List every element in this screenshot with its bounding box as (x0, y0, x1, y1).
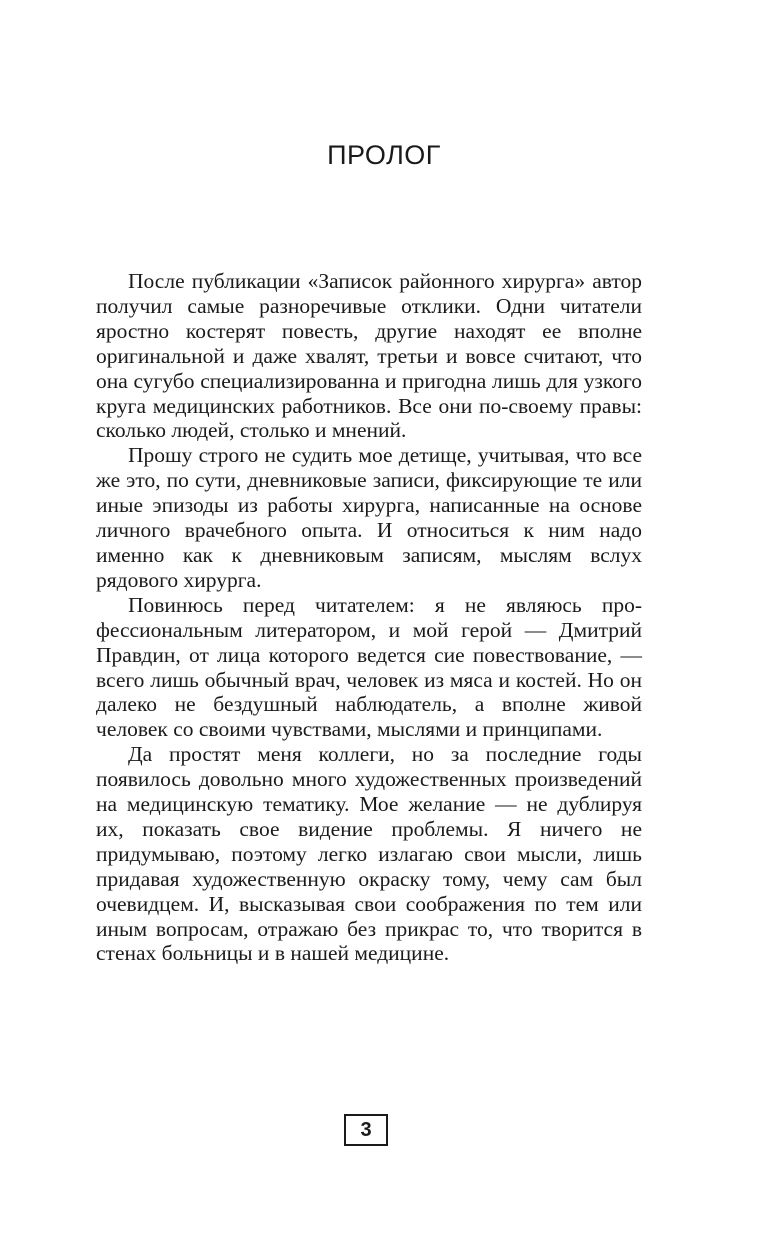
paragraph: Повинюсь перед читателем: я не являюсь профессиональным литератором, и мой герой — Дмитрий Правдин, от лица которого ведется сие повествование, — всего лишь обычный врач, человек из мяса и костей. Но он далеко не бездушный наблюдатель, а вполне живой человек со своими чувствами, мыслями и принципами. (96, 592, 642, 742)
chapter-title: ПРОЛОГ (327, 140, 441, 170)
page-number-box (344, 1114, 388, 1146)
paragraph: Прошу строго не судить мое детище, учитывая, что все же это, по сути, дневниковые записи, фиксирующие те или иные эпизоды из работы хирурга, написанные на основе личного врачебного опыта. И относиться к ним надо именно как к дневниковым записям, мыслям вслух рядового хирурга. (96, 443, 642, 592)
page-number: 3 (360, 1118, 372, 1141)
paragraph: После публикации «Записок районного хирурга» автор получил самые разноречивые отклики. Одни читатели яростно костерят повесть, другие находят ее вполне оригинальной и даже хвалят, третьи и вовсе считают, что она сугубо специализированна и пригодна лишь для узкого круга медицинских работников. Все они по-своему правы: сколько людей, столько и мнений. (96, 269, 642, 443)
paragraph: Да простят меня коллеги, но за последние годы появилось довольно много художественных произведений на медицинскую тематику. Мое желание — не дублируя их, показать свое видение проблемы. Я ничего не придумываю, поэтому легко излагаю свои мысли, лишь придавая художественную окраску тому, чему сам был очевидцем. И, высказывая свои соображения по тем или иным вопросам, отражаю без прикрас то, что творится в стенах больницы и в нашей медицине. (96, 742, 642, 966)
chapter-body (96, 269, 642, 966)
